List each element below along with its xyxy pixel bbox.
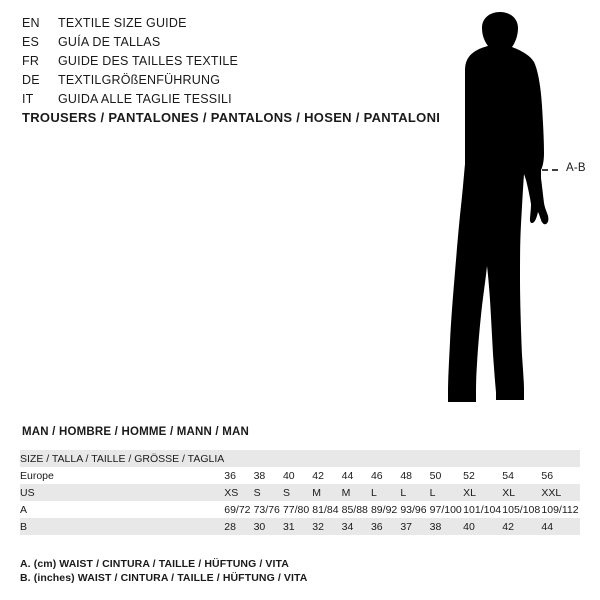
cell: 73/76: [254, 501, 283, 518]
cell: 56: [541, 467, 580, 484]
language-row: [22, 71, 352, 90]
cell: XXL: [541, 484, 580, 501]
table-row: [20, 518, 580, 535]
cell: [254, 450, 283, 467]
cell: M: [342, 484, 371, 501]
language-row: [22, 14, 352, 33]
row-header: US: [20, 484, 224, 501]
language-title: TEXTILGRÖßENFÜHRUNG: [58, 73, 221, 87]
cell: [312, 450, 341, 467]
cell: 38: [430, 518, 464, 535]
cell: XL: [463, 484, 502, 501]
footnote-b: B. (inches) WAIST / CINTURA / TAILLE / HÜFTUNG / VITA: [20, 572, 308, 584]
cell: [541, 450, 580, 467]
cell: [400, 450, 429, 467]
cell: 77/80: [283, 501, 312, 518]
cell: 44: [541, 518, 580, 535]
table-section-label: MAN / HOMBRE / HOMME / MANN / MAN: [22, 426, 250, 438]
row-header: A: [20, 501, 224, 518]
cell: 32: [312, 518, 341, 535]
row-header: Europe: [20, 467, 224, 484]
cell: 36: [224, 467, 253, 484]
table-row: [20, 450, 580, 467]
cell: S: [283, 484, 312, 501]
cell: [371, 450, 400, 467]
row-header: SIZE / TALLA / TAILLE / GRÖSSE / TAGLIA: [20, 450, 224, 467]
male-silhouette-icon: [420, 10, 590, 410]
row-header: B: [20, 518, 224, 535]
footnote-a: A. (cm) WAIST / CINTURA / TAILLE / HÜFTUNG / VITA: [20, 558, 289, 570]
cell: [224, 450, 253, 467]
cell: S: [254, 484, 283, 501]
language-row: [22, 52, 352, 71]
cell: 97/100: [430, 501, 464, 518]
cell: [430, 450, 464, 467]
size-table: [20, 450, 580, 535]
cell: [463, 450, 502, 467]
language-row: [22, 33, 352, 52]
table-row: [20, 467, 580, 484]
cell: M: [312, 484, 341, 501]
cell: 69/72: [224, 501, 253, 518]
cell: 46: [371, 467, 400, 484]
language-code: ES: [22, 35, 40, 49]
cell: XS: [224, 484, 253, 501]
language-title: GUÍA DE TALLAS: [58, 35, 161, 49]
cell: 101/104: [463, 501, 502, 518]
cell: 36: [371, 518, 400, 535]
cell: 54: [502, 467, 541, 484]
cell: 44: [342, 467, 371, 484]
cell: 48: [400, 467, 429, 484]
cell: [283, 450, 312, 467]
cell: 89/92: [371, 501, 400, 518]
cell: 109/112: [541, 501, 580, 518]
language-code: EN: [22, 16, 40, 30]
cell: 31: [283, 518, 312, 535]
language-row: [22, 90, 352, 109]
cell: 42: [312, 467, 341, 484]
cell: L: [430, 484, 464, 501]
cell: 40: [463, 518, 502, 535]
cell: 81/84: [312, 501, 341, 518]
cell: 50: [430, 467, 464, 484]
language-code: FR: [22, 54, 40, 68]
language-code: IT: [22, 92, 34, 106]
language-code: DE: [22, 73, 40, 87]
cell: 28: [224, 518, 253, 535]
cell: 52: [463, 467, 502, 484]
cell: 93/96: [400, 501, 429, 518]
garment-type-title: TROUSERS / PANTALONES / PANTALONS / HOSEN / PANTALONI: [22, 110, 441, 125]
language-title: GUIDE DES TAILLES TEXTILE: [58, 54, 239, 68]
table-row: [20, 501, 580, 518]
footnotes: [20, 557, 307, 585]
body-figure: [420, 10, 590, 410]
cell: [502, 450, 541, 467]
language-title-list: [22, 14, 352, 109]
cell: 37: [400, 518, 429, 535]
cell: 34: [342, 518, 371, 535]
cell: 40: [283, 467, 312, 484]
cell: 42: [502, 518, 541, 535]
table-row: [20, 484, 580, 501]
measurement-label-ab: A-B: [566, 162, 586, 174]
language-title: TEXTILE SIZE GUIDE: [58, 16, 187, 30]
cell: 30: [254, 518, 283, 535]
cell: 85/88: [342, 501, 371, 518]
cell: [342, 450, 371, 467]
language-title: GUIDA ALLE TAGLIE TESSILI: [58, 92, 232, 106]
cell: XL: [502, 484, 541, 501]
cell: L: [400, 484, 429, 501]
cell: L: [371, 484, 400, 501]
cell: 38: [254, 467, 283, 484]
cell: 105/108: [502, 501, 541, 518]
